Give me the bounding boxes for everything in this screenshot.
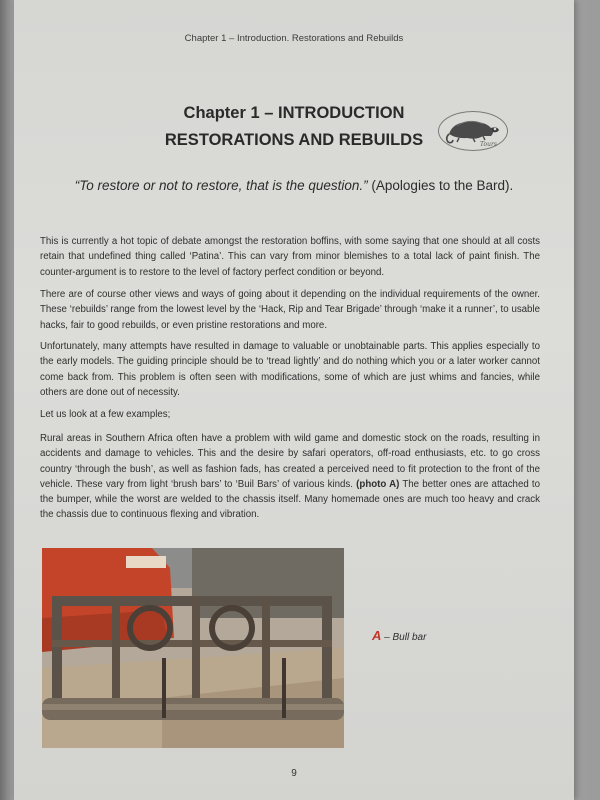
paragraph-5-text: Rural areas in Southern Africa often have a problem with wild game and domestic stock on the roads, resulting in accidents and damage to vehicles. This and the desire by safari operators, off-road enthusiasts, etc. to go cross country ‘through the bush’, as well as fashion fads, has created a perceived need to fit protection to the front of the vehicle. These vary from light ‘brush bars’ to ‘Buil Bars’ of various kinds. [40, 433, 540, 490]
chapter-title-line1: Chapter 1 – INTRODUCTION [183, 104, 405, 122]
figure-caption [372, 628, 426, 643]
paragraph-2: There are of course other views and ways of going about it depending on the individual requirements of the owner. These ‘rebuilds’ range from the lowest level by the ‘Hack, Rip and Tear Brigade’ through ‘make it a runner’, to usable hacks, fair to good rebuilds, or even pristine restorations and more. [40, 289, 540, 331]
paragraph-5 [40, 431, 540, 523]
quote-attribution: (Apologies to the Bard). [367, 178, 514, 193]
figure-caption-text: – Bull bar [381, 632, 427, 643]
chameleon-logo-icon [438, 111, 508, 151]
figure-letter: A [372, 628, 382, 643]
paragraph-1: This is currently a hot topic of debate amongst the restoration boffins, with some saying that one should at all costs retain that undefined thing called ‘Patina’. This can vary from minor blemishes to a total lack of paint finish. The counter-argument is to restore to the level of factory perfect condition or beyond. [40, 236, 540, 278]
page-number: 9 [291, 768, 297, 779]
paragraph-3: Unfortunately, many attempts have resulted in damage to valuable or unobtainable parts. This applies especially to the early models. The guiding principle should be to ‘tread lightly’ and do nothing which you or a later worker cannot come back from. This problem is often seen with modifications, some of which are just whims and fancies, while others are done out of necessity. [40, 341, 540, 398]
paragraph-5-continued: The better ones are attached to the bumper, while the worst are welded to the chassis itself. Many homemade ones are much too heavy and crack the chassis due to continuous flexing and vibration. [40, 478, 540, 521]
paragraph-4: Let us look at a few examples; [40, 409, 171, 420]
chapter-title-line2: RESTORATIONS AND REBUILDS [164, 131, 424, 149]
bull-bar-photo [42, 548, 344, 748]
quote-text: “To restore or not to restore, that is the question.” [74, 178, 368, 193]
running-head: Chapter 1 – Introduction. Restorations and Rebuilds [184, 33, 404, 44]
book-page [14, 0, 574, 800]
logo-text: Tours [480, 141, 497, 148]
photo-reference: (photo A) [356, 478, 400, 490]
epigraph-quote [54, 175, 534, 196]
